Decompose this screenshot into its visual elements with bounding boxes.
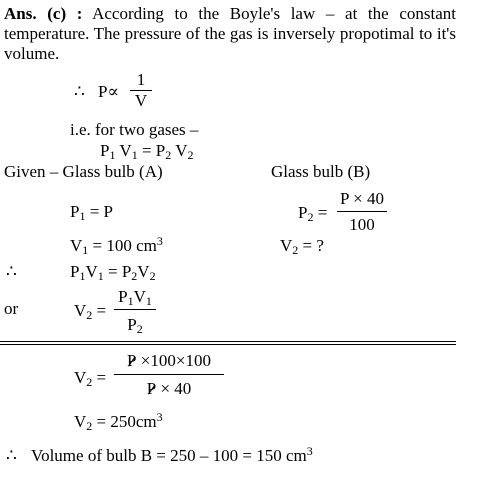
p2-numerator: P × 40 [340, 189, 384, 208]
compute-fraction [114, 351, 224, 399]
final-answer: Volume of bulb B = 250 – 100 = 150 $cm^3$ [31, 444, 313, 465]
fraction-bar [114, 374, 224, 375]
given-bulb-a: Given – Glass bulb (A) [4, 162, 163, 181]
cancelled-p: P [127, 351, 137, 370]
answer-paragraph [4, 4, 456, 64]
bulb-b-pressure-fraction [337, 189, 387, 235]
solve-numerator: $P_1V_1$ [118, 287, 152, 308]
solve-fraction [114, 287, 156, 335]
answer-prefix: Ans. (c) : [4, 4, 83, 23]
solve-denominator: $P_2$ [127, 315, 143, 336]
section-divider [0, 341, 456, 345]
p2-denominator: 100 [349, 215, 375, 234]
compute-lhs: $V_2$ = [74, 368, 107, 389]
fraction-bar [337, 211, 387, 212]
given-bulb-b: Glass bulb (B) [271, 162, 371, 181]
compute-numerator: P ×100×100 [127, 351, 211, 370]
solve-lhs: $V_2$ = [74, 301, 107, 322]
compute-denominator: P × 40 [146, 379, 192, 398]
proportion-numerator: 1 [136, 70, 146, 89]
answer-text: According to the Boyle's law – at the constant temperature. The pressure of the gas is inversely propotimal to it's volume. [4, 4, 456, 63]
result-equation: $V_2 = 250cm^3$ [74, 410, 163, 433]
proportion-lhs: P∝ [98, 82, 119, 101]
or-label: or [4, 299, 19, 318]
therefore-symbol: ∴ [74, 82, 85, 101]
fraction-bar [114, 309, 156, 310]
therefore-symbol: ∴ [6, 262, 17, 281]
proportion-fraction [130, 70, 152, 111]
boyle-relation: $P_1V_1 = P_2V_2$ [70, 262, 156, 283]
bulb-a-pressure: $P_1 = P$ [70, 202, 114, 223]
cancelled-p: P [146, 379, 157, 398]
boyle-equation: $P_1$ $V_1 = P_2$ $V_2$ [100, 141, 194, 162]
bulb-b-pressure-lhs: $P_2$ = [298, 203, 328, 224]
bulb-b-volume: $V_2$ = ? [280, 236, 324, 257]
bulb-a-volume: $V_1 = 100$ $cm^3$ [70, 234, 163, 257]
proportion-denominator: V [134, 91, 148, 110]
two-gases-text: i.e. for two gases – [70, 120, 199, 139]
therefore-symbol: ∴ [6, 446, 17, 465]
